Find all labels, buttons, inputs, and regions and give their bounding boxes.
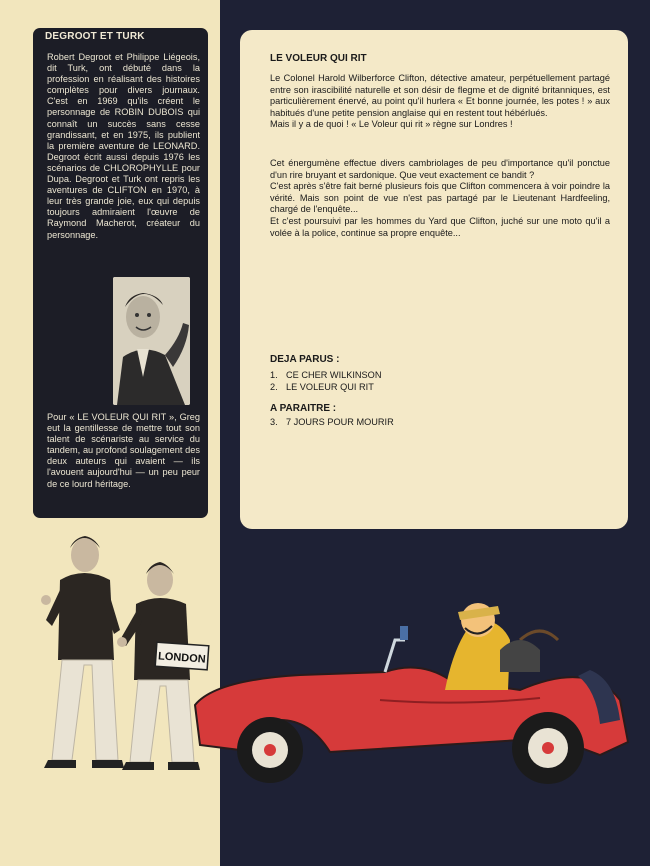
summary-line: Et c'est poursuivi par les hommes du Yard que Clifton, juché sur une moto qu'il a volée à la police, continue sa propre enquête... [270, 215, 610, 238]
summary-title: LE VOLEUR QUI RIT [270, 53, 367, 64]
bio-text: Robert Degroot et Philippe Liégeois, dit Turk, ont débuté dans la profession en réalisant des histoires complètes pour divers journaux. C'est en 1969 qu'ils créent le personnage de ROBIN DUBOIS qui connaît un succès sans cesse grandissant, et en 1975, ils publient la première aventure de LEONARD. Degroot écrit aussi depuis 1976 les scénarios de CHLOROPHYLLE pour Dupa. Degroot et Turk ont repris les aventures de CLIFTON en 1970, à leur très grande joie, eux qui depuis toujours admiraient l'œuvre de Raymond Macherot, créateur du personnage. [47, 52, 200, 240]
red-car [195, 603, 628, 784]
summary-line: C'est après s'être fait berné plusieurs fois que Clifton commencera à voir poindre la vérité. Mais son point de vue n'est pas partagé par le Lieutenant Hardfeeling, chargé de l'enquête... [270, 181, 610, 215]
london-sign-text: LONDON [157, 650, 207, 666]
summary-line: Cet énergumène effectue divers cambriolages de peu d'importance qu'il ponctue d'un rire bruyant et sardonique. Que veut exactement ce bandit ? [270, 158, 610, 180]
summary-line: Mais il y a de quoi ! « Le Voleur qui rit » règne sur Londres ! [270, 119, 513, 130]
summary-line: Le Colonel Harold Wilberforce Clifton, détective amateur, perpétuellement partagé entre son irascibilité naturelle et son désir de flegme et de dignité britanniques, est particulièrement énervé, au point qu'il hurlera « Et bonne journée, les potes ! » aux habitués d'une petite pension anglaise qui en restent tout hébérlués. [270, 73, 610, 118]
upcoming-label: A PARAITRE : [270, 403, 337, 414]
list-item: 1. CE CHER WILKINSON [270, 370, 382, 380]
list-item: 3. 7 JOURS POUR MOURIR [270, 417, 394, 427]
list-item: 2. LE VOLEUR QUI RIT [270, 381, 374, 392]
published-label: DEJA PARUS : [270, 354, 340, 365]
bio-title: DEGROOT ET TURK [45, 31, 145, 42]
bio-closing-text: Pour « LE VOLEUR QUI RIT », Greg eut la gentillesse de mettre tout son talent de scénariste au service du tandem, au profond soulagement des deux auteurs qui avaient — ils l'avouent aujourd'hui — un peu peur de ce lourd héritage. [47, 412, 200, 489]
hitchhiker-left-figure [41, 536, 124, 768]
hitchhiker-right-figure [117, 562, 209, 770]
